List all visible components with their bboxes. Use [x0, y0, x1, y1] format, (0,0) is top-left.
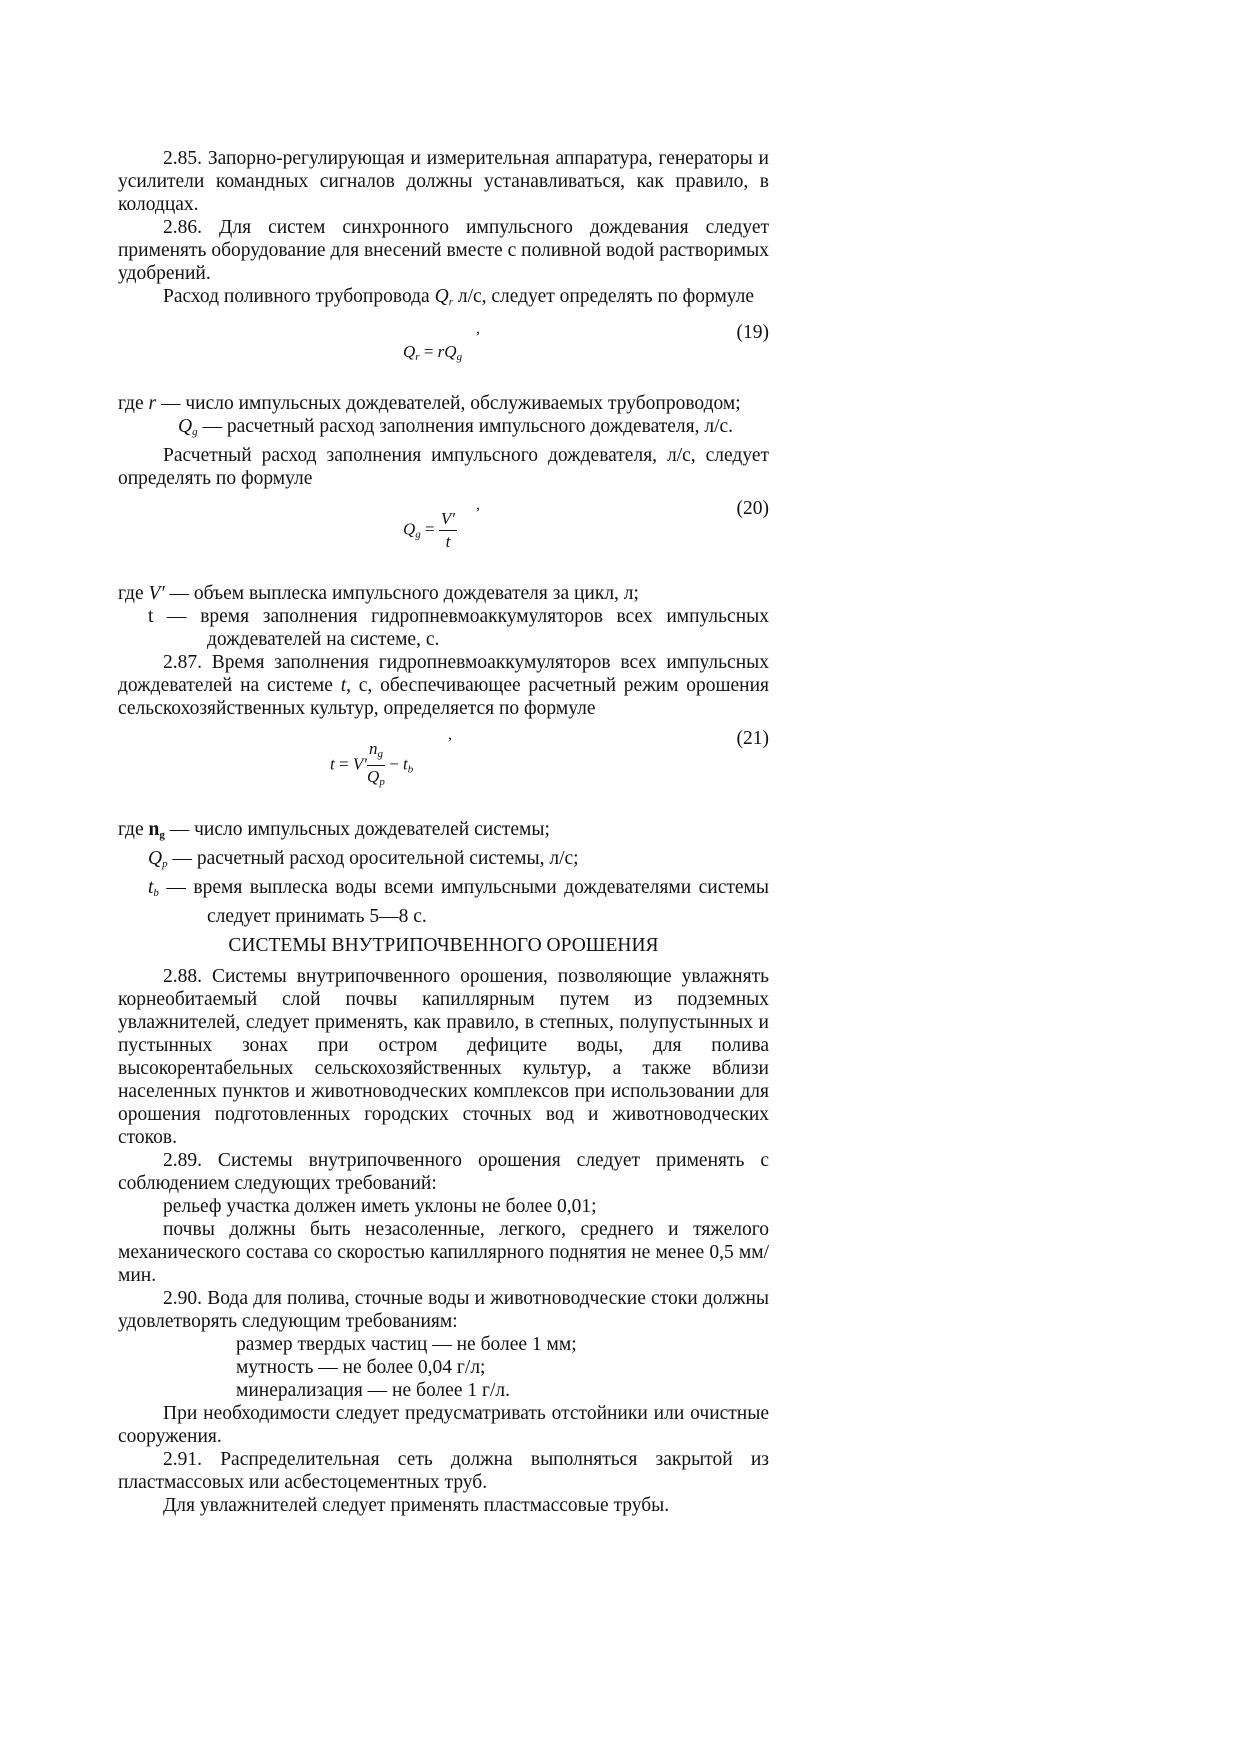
formula-lhs-sub: r [415, 351, 420, 363]
requirement-soil: почвы должны быть незасоленные, легкого, среднего и тяжелого механического состава со скоростью капиллярного поднятия не менее 0,5 мм/мин. [118, 1219, 769, 1286]
var-q: Q [178, 416, 193, 437]
var-q: Q [148, 848, 163, 869]
where-v [118, 582, 769, 605]
requirement-relief: рельеф участка должен иметь уклоны не более 0,01; [163, 1196, 597, 1217]
formula-19-expression [403, 342, 462, 363]
numerator-sub: g [377, 748, 383, 760]
text-run: — число импульсных дождевателей, обслуживаемых трубопроводом; [156, 393, 741, 414]
equation-number-20: (20) [736, 498, 769, 519]
formula-tb-sub: b [407, 763, 414, 776]
paragraph-2-91: 2.91. Распределительная сеть должна выполняться закрытой из пластмассовых или асбестоцементных труб. [118, 1449, 769, 1493]
pipes-note: Для увлажнителей следует применять пластмассовые трубы. [163, 1495, 670, 1516]
var-t: t [148, 877, 154, 898]
equation-number-21: (21) [736, 728, 769, 749]
sub-g: g [192, 426, 198, 438]
where-ng [118, 818, 769, 847]
paragraph-2-86: 2.86. Для систем синхронного импульсного дождевания следует применять оборудование для внесений вместе с поливной водой растворимых удобрений. [118, 217, 769, 284]
fraction-numerator: V′ [439, 508, 457, 531]
where-tb [118, 876, 769, 928]
formula-lhs-sub: g [415, 528, 421, 541]
requirement-mineralization: минерализация — не более 1 г/л. [236, 1380, 510, 1401]
text-run: где [118, 819, 149, 840]
var-v: V' [148, 583, 165, 604]
fraction [439, 508, 457, 553]
text-run: Расход поливного трубопровода [163, 286, 435, 307]
minus-sign: − [384, 754, 404, 774]
text-run: — расчетный расход оросительной системы, л/с; [167, 848, 579, 869]
formula-lhs: Q [403, 342, 416, 361]
formula-19 [118, 318, 769, 382]
formula-comma: , [476, 496, 480, 513]
var-r: r [148, 393, 157, 414]
var-t: t [340, 675, 347, 696]
formula-rhs-sub: g [456, 351, 463, 363]
requirement-particles: размер твердых частиц — не более 1 мм; [236, 1334, 577, 1355]
settlers-note: При необходимости следует предусматривать отстойники или очистные сооружения. [118, 1403, 769, 1447]
denominator-var: Q [367, 767, 380, 786]
text-run: , с, обеспечивающее расчетный режим орошения сельскохозяйственных культур, определяется по формуле [118, 675, 769, 719]
text-run: где [118, 393, 149, 414]
formula-21-expression [330, 738, 413, 793]
calc-intro: Расчетный расход заполнения импульсного дождевателя, л/с, следует определять по формуле [118, 445, 769, 489]
fraction-numerator [367, 738, 385, 766]
fraction-denominator: t [445, 532, 451, 551]
where-r [118, 392, 769, 415]
text-run: где [118, 583, 149, 604]
var-n: n [148, 819, 160, 840]
paragraph-2-87 [118, 651, 769, 720]
text-run: л/с, следует определять по формуле [452, 286, 755, 307]
fraction [367, 738, 385, 793]
paragraph-2-88: 2.88. Системы внутрипочвенного орошения, позволяющие увлажнять корнеобитаемый слой почвы капиллярным путем из подземных увлажнителей, следует применять, как правило, в степных, полупустынных и пустынных зонах при остром дефиците воды, для полива высокорентабельных сельскохозяйственных культур, а также вблизи населенных пунктов и животноводческих комплексов при использовании для орошения подготовленных городских сточных вод и животноводческих стоков. [118, 966, 769, 1148]
denominator-sub: p [379, 776, 385, 788]
var-q: Q [434, 286, 449, 307]
formula-lhs: Q [403, 519, 416, 539]
equation-number-19: (19) [736, 322, 769, 343]
formula-lhs: t [330, 754, 335, 774]
formula-20 [118, 494, 769, 572]
formula-20-expression [403, 508, 457, 553]
paragraph-2-85: 2.85. Запорно-регулирующая и измерительная аппаратура, генераторы и усилители командных сигналов должны устанавливаться, как правило, в колодцах. [118, 148, 769, 215]
equals-sign: = [334, 754, 353, 774]
text-column [118, 147, 769, 1517]
fraction-denominator [367, 766, 385, 793]
where-qg [118, 415, 769, 444]
text-run: — объем выплеска импульсного дождевателя за цикл, л; [164, 583, 639, 604]
formula-rhs: rQ [437, 342, 457, 361]
formula-v: V′ [352, 754, 367, 774]
paragraph-2-89: 2.89. Системы внутрипочвенного орошения следует применять с соблюдением следующих требований: [118, 1150, 769, 1194]
text-run: — расчетный расход заполнения импульсного дождевателя, л/с. [197, 416, 734, 437]
numerator-var: n [368, 739, 378, 758]
formula-comma: , [476, 320, 480, 337]
where-t: t — время заполнения гидропневмоаккумуляторов всех импульсных дождевателей на системе, с. [148, 606, 769, 650]
where-qp [118, 847, 769, 876]
equals-sign: = [420, 519, 439, 539]
section-heading: СИСТЕМЫ ВНУТРИПОЧВЕННОГО ОРОШЕНИЯ [228, 935, 659, 956]
text-run: — число импульсных дождевателей системы; [164, 819, 550, 840]
text-run: 2.87. Время заполнения гидропневмоаккумуляторов всех импульсных дождевателей на системе [118, 652, 769, 696]
formula-21 [118, 724, 769, 808]
sub-r: r [448, 296, 453, 308]
sub-p: p [162, 858, 168, 870]
requirement-turbidity: мутность — не более 0,04 г/л; [236, 1357, 486, 1378]
sub-g: g [159, 829, 165, 841]
formula-comma: , [448, 726, 452, 743]
flow-rate-intro [118, 285, 769, 314]
equals-sign: = [419, 342, 438, 361]
formula-tb: t [403, 754, 408, 774]
text-run: — время выплеска воды всеми импульсными дождевателями системы следует принимать 5—8 с. [158, 877, 769, 927]
sub-b: b [153, 887, 159, 899]
paragraph-2-90: 2.90. Вода для полива, сточные воды и животноводческие стоки должны удовлетворять следующим требованиям: [118, 1288, 769, 1332]
